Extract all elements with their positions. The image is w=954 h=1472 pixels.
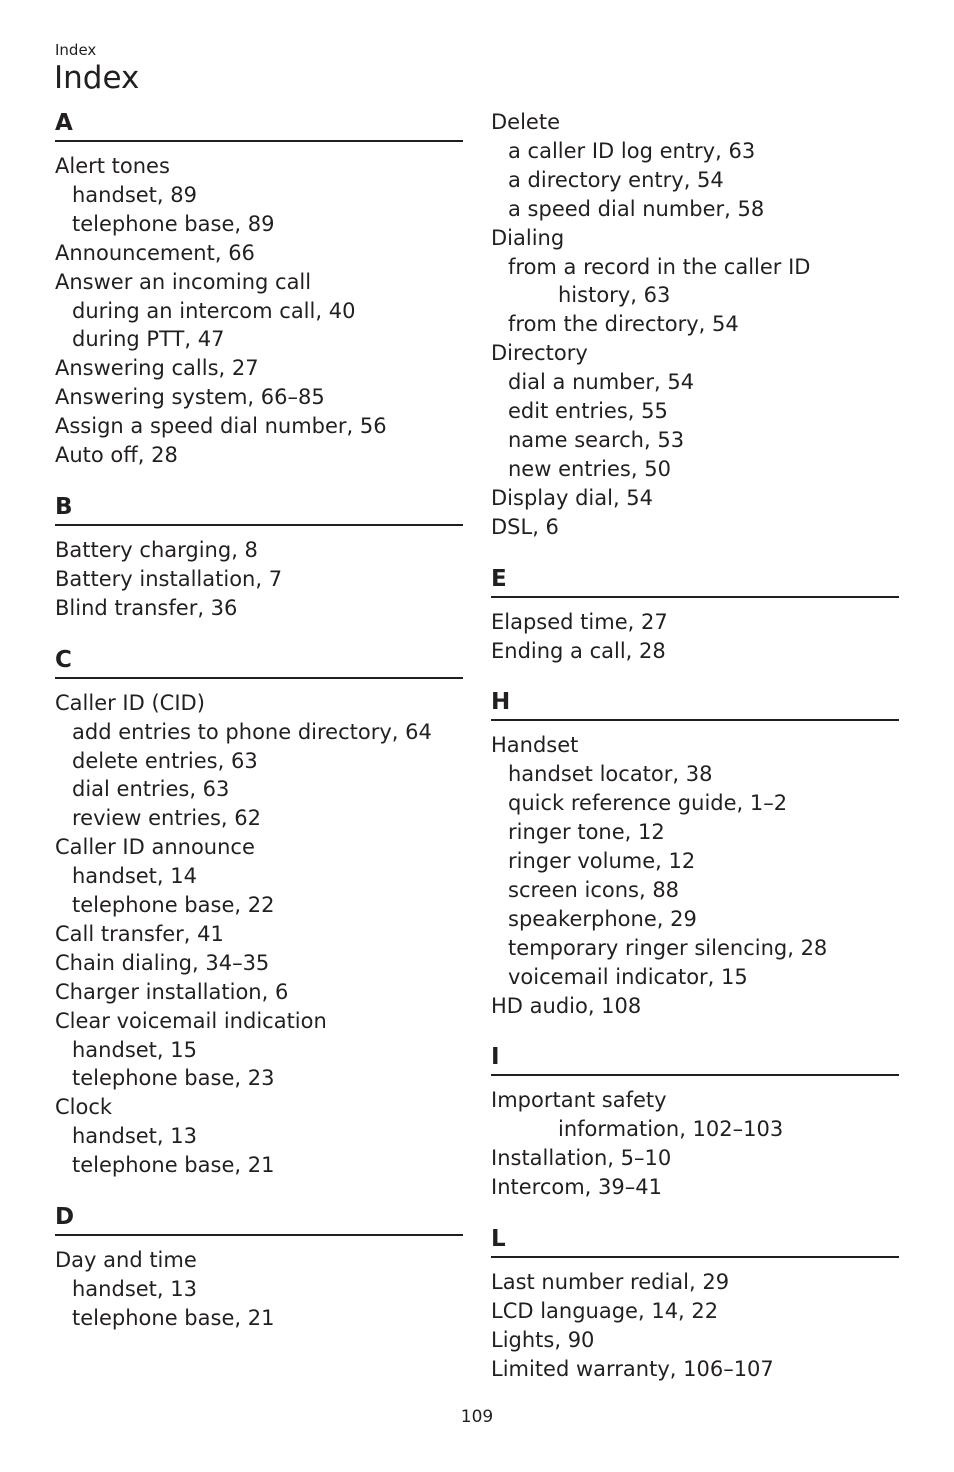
index-entry: Limited warranty, 106–107 [491,1356,774,1381]
section-letter-heading: A [55,108,463,142]
index-entry: Auto off, 28 [55,443,178,468]
index-entry: Caller ID (CID) [55,690,205,715]
index-entry: Charger installation, 6 [55,979,289,1004]
index-subentry: dial entries, 63 [72,777,230,802]
index-entry: Caller ID announce [55,835,255,860]
index-entry: Dialing [491,225,565,250]
index-subentry: voicemail indicator, 15 [508,964,748,989]
index-subentry: telephone base, 21 [72,1153,275,1178]
index-section-a [55,108,463,470]
index-subentry: name search, 53 [508,427,685,452]
index-subentry: handset, 14 [72,864,197,889]
index-entry: Intercom, 39–41 [491,1175,662,1200]
index-subentry: from a record in the caller ID [508,254,811,279]
index-column-right [491,108,899,1406]
index-entry: Blind transfer, 36 [55,595,238,620]
index-subentry: handset locator, 38 [508,762,713,787]
index-entry: HD audio, 108 [491,993,642,1018]
index-entry: Announcement, 66 [55,240,255,265]
index-entry: Clear voicemail indication [55,1008,327,1033]
section-letter-heading: D [55,1202,463,1236]
index-subentry: handset, 13 [72,1124,197,1149]
index-entry: Day and time [55,1248,197,1273]
index-entry: Last number redial, 29 [491,1270,730,1295]
index-entry: Handset [491,733,579,758]
index-subentry: a caller ID log entry, 63 [508,138,756,163]
index-entry: Ending a call, 28 [491,638,666,663]
index-subentry: during an intercom call, 40 [72,298,356,323]
index-subentry: temporary ringer silencing, 28 [508,935,828,960]
section-letter-heading: I [491,1042,899,1076]
index-section-h [491,687,899,1020]
index-entry: Answering system, 66–85 [55,385,325,410]
index-subentry: new entries, 50 [508,456,671,481]
index-entry: Installation, 5–10 [491,1146,672,1171]
section-letter-heading: H [491,687,899,721]
index-subentry: review entries, 62 [72,806,261,831]
section-letter-heading: B [55,492,463,526]
index-subentry: during PTT, 47 [72,327,225,352]
index-subentry: telephone base, 89 [72,211,275,236]
index-section-continued [491,108,899,542]
index-entry: Directory [491,341,588,366]
index-subentry: handset, 13 [72,1277,197,1301]
index-subentry: telephone base, 21 [72,1305,275,1330]
index-subentry: add entries to phone directory, 64 [72,719,432,744]
index-entry: Chain dialing, 34–35 [55,950,270,975]
index-entry: Alert tones [55,154,170,178]
section-letter-heading: E [491,564,899,598]
index-subentry: ringer tone, 12 [508,820,665,845]
index-section-l [491,1224,899,1384]
index-entry: Answering calls, 27 [55,356,259,381]
index-subentry: delete entries, 63 [72,748,258,773]
index-entry: Delete [491,110,560,134]
index-subentry: quick reference guide, 1–2 [508,791,788,816]
index-subentry: ringer volume, 12 [508,849,696,874]
index-entry: Clock [55,1095,113,1120]
index-entry: Battery installation, 7 [55,566,283,591]
index-entry-continuation: history, 63 [558,283,671,308]
index-column-left [55,108,463,1355]
index-subentry: edit entries, 55 [508,399,668,424]
index-section-d [55,1202,463,1333]
index-entry: Assign a speed dial number, 56 [55,414,387,439]
page-title: Index [54,60,140,96]
index-section-e [491,564,899,666]
index-subentry: from the directory, 54 [508,312,739,337]
index-subentry: dial a number, 54 [508,370,695,395]
index-entry: Answer an incoming call [55,269,312,294]
index-subentry: screen icons, 88 [508,877,680,902]
index-subentry: handset, 15 [72,1037,197,1062]
index-section-c [55,645,463,1180]
index-subentry: a directory entry, 54 [508,167,724,192]
page-number: 109 [460,1407,494,1427]
index-subentry: handset, 89 [72,182,197,207]
index-entry: DSL, 6 [491,514,559,539]
index-section-b [55,492,463,623]
index-entry: Call transfer, 41 [55,921,224,946]
index-entry: LCD language, 14, 22 [491,1299,719,1323]
section-letter-heading: C [55,645,463,679]
index-entry: Important safety [491,1088,667,1113]
index-subentry: telephone base, 22 [72,893,275,918]
index-section-i [491,1042,899,1202]
index-subentry: telephone base, 23 [72,1066,275,1091]
index-entry: Elapsed time, 27 [491,609,668,634]
index-subentry: a speed dial number, 58 [508,196,765,221]
index-entry: Lights, 90 [491,1327,595,1352]
index-entry-continuation: information, 102–103 [558,1117,784,1142]
index-entry: Battery charging, 8 [55,537,258,562]
running-head: Index [55,41,97,59]
index-entry: Display dial, 54 [491,485,654,510]
section-letter-heading: L [491,1224,899,1258]
index-subentry: speakerphone, 29 [508,906,697,931]
